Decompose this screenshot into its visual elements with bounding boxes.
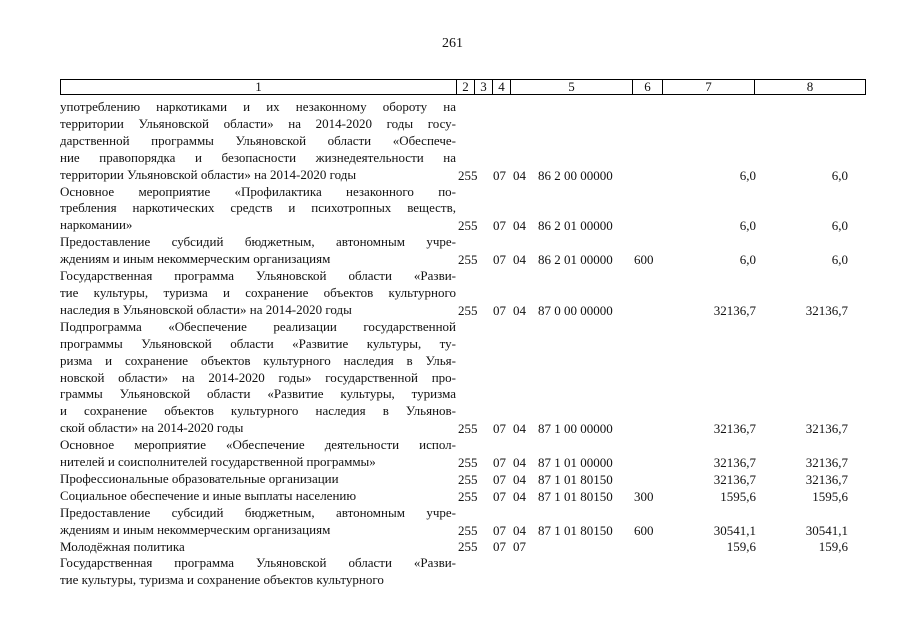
cell-razdel: 07 <box>493 302 506 318</box>
cell-ved: 255 <box>458 302 478 318</box>
description-line: Подпрограмма «Обеспечение реализации государственной <box>60 318 456 334</box>
cell-podrazdel: 04 <box>513 252 526 268</box>
description-line: ждениям и иным некоммерческим организациям <box>60 251 331 267</box>
description-line: ризма и сохранение объектов культурного наследия в Улья- <box>60 352 456 368</box>
table-row <box>60 488 866 505</box>
cell-amount-col7: 159,6 <box>726 539 756 555</box>
cell-ved: 255 <box>458 252 478 268</box>
table-row <box>60 437 866 471</box>
cell-target-article: 87 0 00 00000 <box>538 302 613 318</box>
cell-podrazdel: 07 <box>513 539 526 555</box>
description-line: тие культуры, туризма и сохранение объектов культурного <box>60 572 384 588</box>
table-row <box>60 268 866 319</box>
cell-razdel: 07 <box>493 454 506 470</box>
table-header <box>60 79 866 95</box>
table-row <box>60 319 866 437</box>
cell-razdel: 07 <box>493 218 506 234</box>
cell-amount-col7: 6,0 <box>739 167 756 183</box>
cell-amount-col8: 32136,7 <box>805 421 848 437</box>
table-row <box>60 539 866 556</box>
cell-ved: 255 <box>458 421 478 437</box>
description-line: Предоставление субсидий бюджетным, автономным учре- <box>60 234 456 250</box>
cell-target-article: 87 1 01 80150 <box>538 522 613 538</box>
cell-target-article: 87 1 01 80150 <box>538 471 613 487</box>
cell-razdel: 07 <box>493 522 506 538</box>
cell-podrazdel: 04 <box>513 454 526 470</box>
cell-expense-type: 600 <box>634 522 654 538</box>
cell-amount-col7: 1595,6 <box>720 488 756 504</box>
cell-amount-col7: 6,0 <box>739 252 756 268</box>
table-row <box>60 99 866 184</box>
table-row <box>60 184 866 235</box>
cell-amount-col7: 30541,1 <box>713 522 756 538</box>
description-line: Основное мероприятие «Профилактика незаконного по- <box>60 183 456 199</box>
header-col-2: 2 <box>457 80 475 94</box>
description-line: Профессиональные образовательные организации <box>60 470 339 486</box>
cell-podrazdel: 04 <box>513 421 526 437</box>
description-line: граммы Ульяновской области «Развитие культуры, туризма <box>60 386 456 402</box>
cell-amount-col8: 6,0 <box>831 167 848 183</box>
description-line: Молодёжная политика <box>60 538 185 554</box>
description-line: территории Ульяновской области» на 2014-2020 годы <box>60 166 357 182</box>
description-line: новской области» на 2014-2020 годы» государственной про- <box>60 369 456 385</box>
cell-amount-col8: 30541,1 <box>805 522 848 538</box>
cell-ved: 255 <box>458 522 478 538</box>
cell-ved: 255 <box>458 218 478 234</box>
cell-expense-type: 600 <box>634 252 654 268</box>
table-body <box>60 99 866 589</box>
cell-target-article: 86 2 01 00000 <box>538 252 613 268</box>
table-row <box>60 234 866 268</box>
cell-podrazdel: 04 <box>513 218 526 234</box>
cell-amount-col8: 32136,7 <box>805 471 848 487</box>
table-row <box>60 555 866 589</box>
cell-razdel: 07 <box>493 488 506 504</box>
cell-podrazdel: 04 <box>513 488 526 504</box>
cell-amount-col7: 32136,7 <box>713 302 756 318</box>
cell-ved: 255 <box>458 454 478 470</box>
cell-podrazdel: 04 <box>513 167 526 183</box>
description-line: Государственная программа Ульяновской области «Разви- <box>60 268 456 284</box>
description-line: дарственной программы Ульяновской области «Обеспече- <box>60 132 456 148</box>
page-number: 261 <box>442 36 463 51</box>
cell-target-article: 87 1 01 80150 <box>538 488 613 504</box>
description-line: Основное мероприятие «Обеспечение деятельности испол- <box>60 437 456 453</box>
cell-razdel: 07 <box>493 167 506 183</box>
cell-amount-col8: 32136,7 <box>805 454 848 470</box>
table-row <box>60 471 866 488</box>
cell-ved: 255 <box>458 167 478 183</box>
header-col-3: 3 <box>475 80 493 94</box>
table-row <box>60 505 866 539</box>
description-line: наркомании» <box>60 217 133 233</box>
cell-target-article: 87 1 01 00000 <box>538 454 613 470</box>
description-line: употреблению наркотиками и их незаконному обороту на <box>60 99 456 114</box>
description-line: ской области» на 2014-2020 годы <box>60 420 244 436</box>
description-line: программы Ульяновской области «Развитие культуры, ту- <box>60 335 456 351</box>
cell-expense-type: 300 <box>634 488 654 504</box>
cell-ved: 255 <box>458 488 478 504</box>
description-line: территории Ульяновской области» на 2014-2020 годы госу- <box>60 115 456 131</box>
cell-razdel: 07 <box>493 252 506 268</box>
cell-razdel: 07 <box>493 471 506 487</box>
cell-amount-col8: 6,0 <box>831 252 848 268</box>
cell-podrazdel: 04 <box>513 302 526 318</box>
cell-razdel: 07 <box>493 539 506 555</box>
cell-amount-col7: 6,0 <box>739 218 756 234</box>
cell-amount-col7: 32136,7 <box>713 421 756 437</box>
cell-amount-col8: 159,6 <box>818 539 848 555</box>
header-col-5: 5 <box>511 80 633 94</box>
description-line: и сохранение объектов культурного наследия в Ульянов- <box>60 403 456 419</box>
cell-amount-col8: 6,0 <box>831 218 848 234</box>
description-line: Государственная программа Ульяновской области «Разви- <box>60 555 456 571</box>
description-line: Социальное обеспечение и иные выплаты населению <box>60 487 357 503</box>
cell-target-article: 86 2 01 00000 <box>538 218 613 234</box>
cell-amount-col7: 32136,7 <box>713 454 756 470</box>
description-line: тие культуры, туризма и сохранение объектов культурного <box>60 284 456 300</box>
cell-podrazdel: 04 <box>513 522 526 538</box>
header-col-6: 6 <box>633 80 663 94</box>
cell-amount-col7: 32136,7 <box>713 471 756 487</box>
cell-target-article: 87 1 00 00000 <box>538 421 613 437</box>
header-col-8: 8 <box>806 79 814 94</box>
description-line: наследия в Ульяновской области» на 2014-2020 годы <box>60 301 352 317</box>
cell-amount-col8: 32136,7 <box>805 302 848 318</box>
header-col-7: 7 <box>663 80 755 94</box>
description-line: ждениям и иным некоммерческим организациям <box>60 521 331 537</box>
cell-target-article: 86 2 00 00000 <box>538 167 613 183</box>
header-col-4: 4 <box>493 80 511 94</box>
cell-podrazdel: 04 <box>513 471 526 487</box>
cell-ved: 255 <box>458 471 478 487</box>
description-line: Предоставление субсидий бюджетным, автономным учре- <box>60 504 456 520</box>
description-line: требления наркотических средств и психотропных веществ, <box>60 200 456 216</box>
description-line: ние правопорядка и безопасности жизнедеятельности на <box>60 149 456 165</box>
description-line: нителей и соисполнителей государственной программы» <box>60 454 376 470</box>
cell-razdel: 07 <box>493 421 506 437</box>
header-col-1: 1 <box>61 80 457 94</box>
cell-ved: 255 <box>458 539 478 555</box>
cell-amount-col8: 1595,6 <box>812 488 848 504</box>
